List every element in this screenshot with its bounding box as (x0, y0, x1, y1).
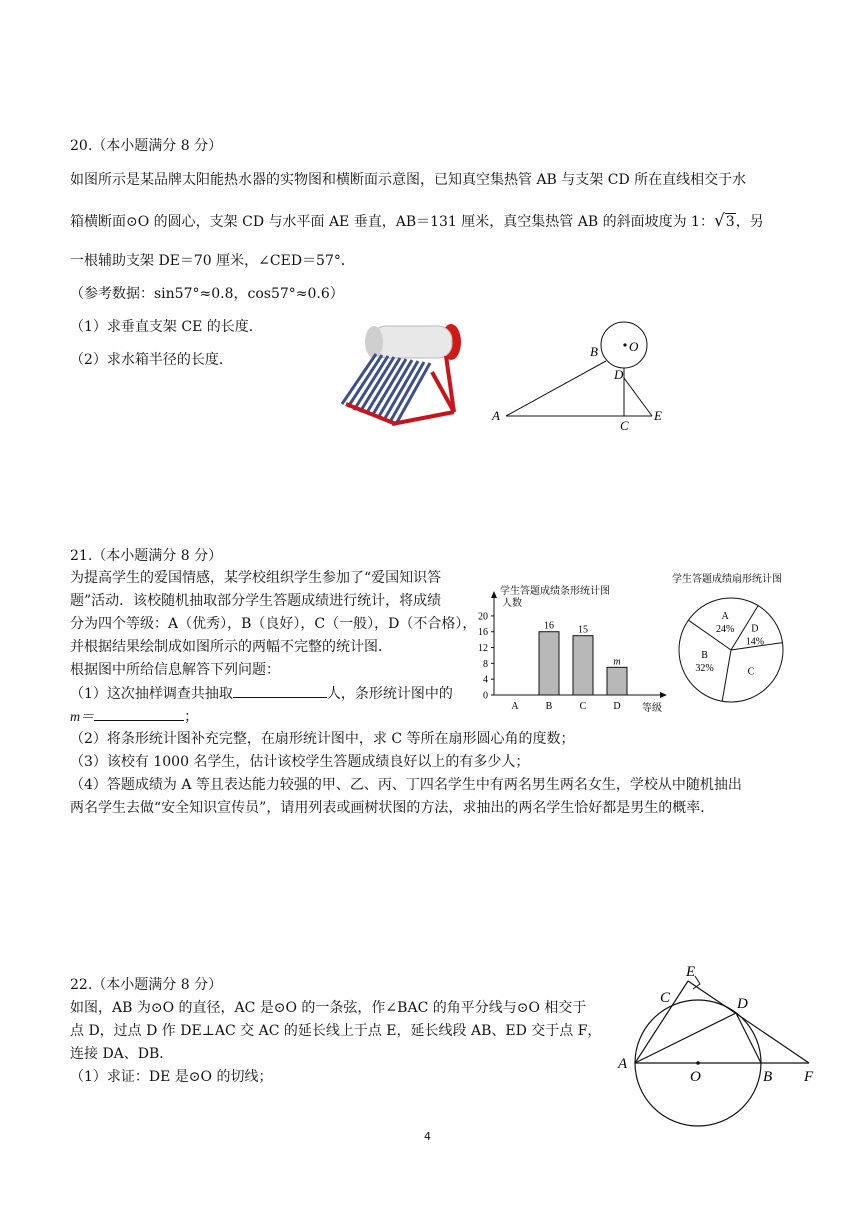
q20-label-O: O (629, 339, 639, 354)
q21-header: 21.（本小题满分 8 分） (70, 548, 223, 564)
bar-C (573, 636, 593, 695)
m-equals-label: m＝ (70, 710, 95, 725)
pie-slice-edge-B (722, 650, 731, 701)
q22-header: 22.（本小题满分 8 分） (70, 977, 223, 993)
bar-y-tick-label: 0 (483, 690, 488, 702)
q21-q1-text-a: （1）这次抽样调查共抽取 (70, 686, 233, 702)
q22-label-A: A (618, 1056, 628, 1072)
bar-chart-title: 学生答题成绩条形统计图 (500, 586, 610, 597)
pie-slice-label-A: A (721, 611, 729, 623)
bar-chart (470, 580, 680, 720)
q20-line2-text: 箱横断面⊙O 的圆心，支架 CD 与水平面 AE 垂直，AB＝131 厘米，真空集热管 AB 的斜面坡度为 1： (70, 214, 714, 230)
q21-line4: 并根据结果绘制成如图所示的两幅不完整的统计图． (70, 639, 392, 655)
q21-line2: 题”活动．该校随机抽取部分学生答题成绩进行统计，将成绩 (70, 593, 442, 609)
bar-y-tick-label: 16 (478, 627, 488, 639)
q20-subquestion-1: （1）求垂直支架 CE 的长度． (70, 319, 263, 335)
sqrt-symbol: √ (713, 211, 725, 231)
pie-slice-label-B: B (701, 649, 708, 661)
m-value-blank[interactable] (94, 706, 184, 721)
pie-slice-pct-D: 14% (745, 636, 765, 648)
q22-label-E: E (686, 964, 696, 980)
q20-reference-data: （参考数据：sin57°≈0.8，cos57°≈0.6） (70, 286, 344, 302)
q20-header: 20.（本小题满分 8 分） (70, 138, 223, 154)
bar-category-B: B (545, 701, 553, 712)
q22-line1: 如图，AB 为⊙O 的直径，AC 是⊙O 的一条弦，作∠BAC 的角平分线与⊙O 相交于 (70, 1000, 587, 1016)
bar-data-label-B: 16 (544, 620, 554, 632)
q22-line3: 连接 DA、DB． (70, 1046, 174, 1062)
pie-slice-pct-B: 32% (695, 662, 714, 674)
q22-label-C: C (660, 990, 671, 1006)
q21-subquestion-1 (70, 683, 453, 704)
q22-label-B: B (763, 1069, 773, 1085)
bar-data-label-C: 15 (578, 624, 588, 636)
q20-paragraph-line2 (70, 211, 764, 232)
bar-D (607, 667, 627, 695)
q21-subquestion-3: （3）该校有 1000 名学生，估计该校学生答题成绩良好以上的有多少人； (70, 754, 530, 770)
q21-subquestion-4-line1: （4）答题成绩为 A 等且表达能力较强的甲、乙、丙、丁四名学生中有两名男生两名女生，学校从中随机抽出 (70, 777, 742, 793)
pie-slice-pct-A: 24% (715, 624, 735, 636)
bar-category-A: A (511, 701, 519, 712)
q22-line2: 点 D，过点 D 作 DE⊥AC 交 AC 的延长线上于点 E，延长线段 AB、ED 交于点 F， (70, 1023, 602, 1039)
q22-label-F: F (804, 1069, 814, 1085)
q20-paragraph-line3: 一根辅助支架 DE＝70 厘米，∠CED＝57°． (70, 253, 355, 269)
q21-subquestion-2: （2）将条形统计图补充完整，在扇形统计图中，求 C 等所在扇形圆心角的度数； (70, 731, 575, 747)
q20-geometry-diagram (486, 316, 676, 434)
q21-line1: 为提高学生的爱国情感，某学校组织学生参加了“爱国知识答 (70, 570, 442, 586)
q21-q1-text-b: 人，条形统计图中的 (326, 686, 453, 702)
q20-line2-tail: ，另 (735, 214, 764, 230)
pie-slice-label-D: D (751, 623, 759, 635)
q21-subquestion-4-line2: 两名学生去做“安全知识宣传员”，请用列表或画树状图的方法，求抽出的两名学生恰好都是男生的概率． (70, 800, 715, 816)
bar-y-tick-label: 8 (483, 658, 488, 670)
bar-B (539, 632, 559, 695)
q20-label-B: B (590, 344, 598, 359)
pie-slice-label-C: C (747, 666, 755, 678)
pie-chart-title: 学生答题成绩扇形统计图 (672, 574, 782, 585)
bar-x-axis-arrow (660, 692, 667, 698)
q22-subquestion-1: （1）求证：DE 是⊙O 的切线； (70, 1069, 273, 1085)
q21-line3: 分为四个等级：A（优秀），B（良好），C（一般），D（不合格）， (70, 616, 477, 632)
q20-label-C: C (620, 418, 629, 433)
sample-size-blank[interactable] (233, 683, 327, 698)
q20-label-D: D (614, 367, 624, 382)
page-number: 4 (424, 1130, 431, 1143)
bar-y-axis-arrow (491, 591, 497, 598)
q20-label-E: E (654, 408, 662, 423)
q21-line5: 根据图中所给信息解答下列问题： (70, 662, 280, 678)
q22-geometry-diagram (616, 960, 830, 1130)
sqrt-radicand: 3 (725, 214, 735, 230)
bar-y-tick-label: 20 (478, 611, 488, 623)
bar-data-label-D: m (613, 656, 621, 668)
q20-subquestion-2: （2）求水箱半径的长度． (70, 352, 233, 368)
q21-q1-semicolon: ； (184, 709, 199, 725)
bar-y-tick-label: 4 (483, 674, 488, 686)
bar-chart-xlabel: 等级 (642, 703, 662, 714)
q21-subquestion-1-cont (70, 706, 198, 728)
solar-water-heater-photo (336, 312, 468, 430)
q22-label-O: O (690, 1069, 701, 1085)
q20-paragraph-line1: 如图所示是某品牌太阳能热水器的实物图和横断面示意图，已知真空集热管 AB 与支架 CD 所在直线相交于水 (70, 172, 747, 188)
pie-chart (668, 568, 798, 708)
q20-label-A: A (492, 408, 500, 423)
q22-label-D: D (737, 996, 748, 1012)
bar-category-C: C (579, 701, 587, 712)
bar-chart-ylabel: 人数 (502, 598, 522, 609)
bar-category-D: D (613, 701, 621, 712)
bar-y-tick-label: 12 (478, 643, 488, 655)
